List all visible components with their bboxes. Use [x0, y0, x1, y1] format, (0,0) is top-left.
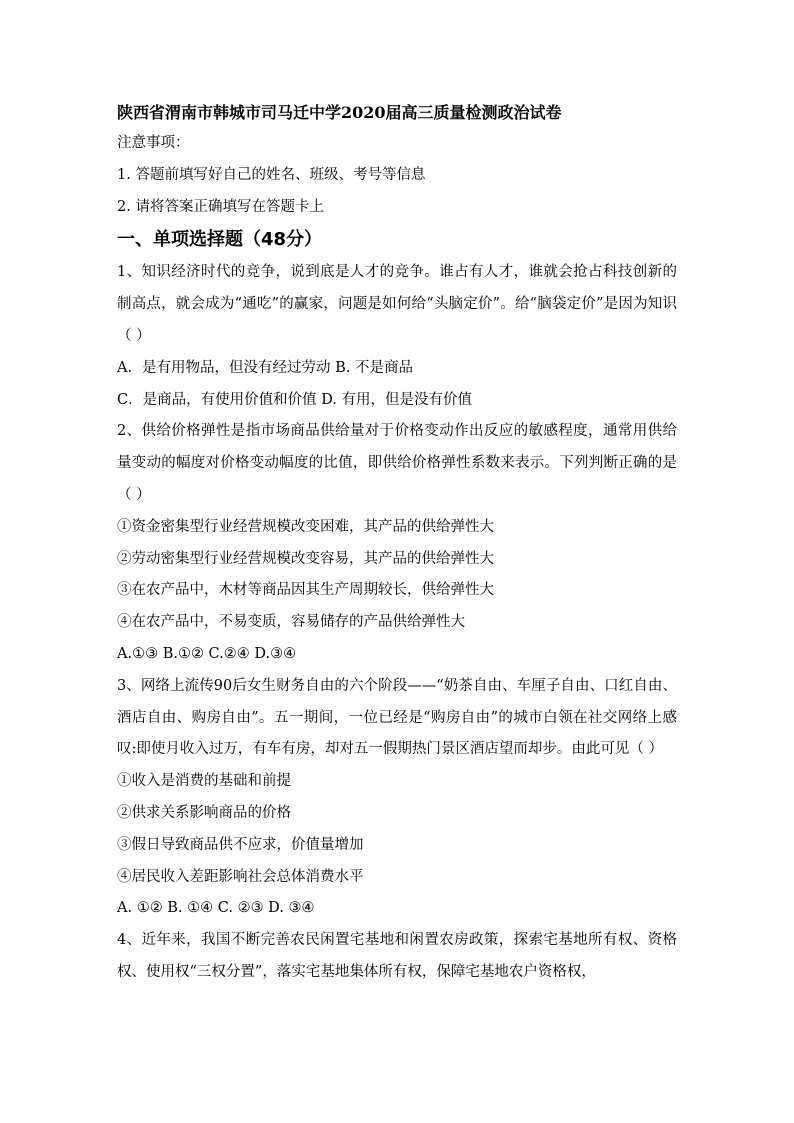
section-heading: 一、单项选择题（48分） — [117, 229, 323, 251]
question-2-choices: A.①③ B.①② C.②④ D.③④ — [117, 645, 297, 662]
document-content — [117, 98, 677, 989]
document-title: 陕西省渭南市韩城市司马迁中学2020届高三质量检测政治试卷 — [117, 103, 562, 122]
question-3-statement-2: ②供求关系影响商品的价格 — [117, 804, 291, 821]
question-2-statement-1: ①资金密集型行业经营规模改变困难，其产品的供给弹性大 — [117, 518, 494, 535]
question-2-statement-2: ②劳动密集型行业经营规模改变容易，其产品的供给弹性大 — [117, 550, 494, 567]
question-1-stem: 1、知识经济时代的竞争，说到底是人才的竞争。谁占有人才，谁就会抢占科技创新的制高点，就会成为“通吃”的赢家，问题是如何给“头脑定价”。给“脑袋定价”是因为知识（ ） — [117, 264, 677, 344]
question-2-statement-3: ③在农产品中，木材等商品因其生产周期较长，供给弹性大 — [117, 582, 494, 599]
question-4-stem: 4、近年来，我国不断完善农民闲置宅基地和闲置农房政策，探索宅基地所有权、资格权、使用权“三权分置”，落实宅基地集体所有权，保障宅基地农户资格权， — [117, 932, 677, 980]
question-3-statement-3: ③假日导致商品供不应求，价值量增加 — [117, 836, 364, 853]
question-3-stem: 3、网络上流传90后女生财务自由的六个阶段——“奶茶自由、车厘子自由、口红自由、酒店自由、购房自由”。五一期间，一位已经是“购房自由”的城市白领在社交网络上感叹:即使月收入过万，有车有房，却对五一假期热门景区酒店望而却步。由此可见（ ） — [117, 677, 677, 758]
notes-item-2: 2. 请将答案正确填写在答题卡上 — [117, 198, 324, 215]
question-2-stem: 2、供给价格弹性是指市场商品供给量对于价格变动作出反应的敏感程度，通常用供给量变动的幅度对价格变动幅度的比值，即供给价格弹性系数来表示。下列判断正确的是（ ） — [117, 423, 677, 503]
question-1-option-line-2: C．是商品，有使用价值和价值 D. 有用，但是没有价值 — [117, 391, 473, 408]
question-2-statement-4: ④在农产品中，不易变质，容易储存的产品供给弹性大 — [117, 614, 465, 631]
notes-item-1: 1. 答题前填写好自己的姓名、班级、考号等信息 — [117, 166, 426, 183]
question-1-option-line-1: A．是有用物品，但没有经过劳动 B. 不是商品 — [117, 359, 413, 376]
notes-heading: 注意事项： — [117, 135, 190, 151]
question-3-statement-1: ①收入是消费的基础和前提 — [117, 773, 291, 790]
question-3-statement-4: ④居民收入差距影响社会总体消费水平 — [117, 868, 364, 885]
question-3-choices: A. ①② B. ①④ C. ②③ D. ③④ — [117, 900, 315, 917]
